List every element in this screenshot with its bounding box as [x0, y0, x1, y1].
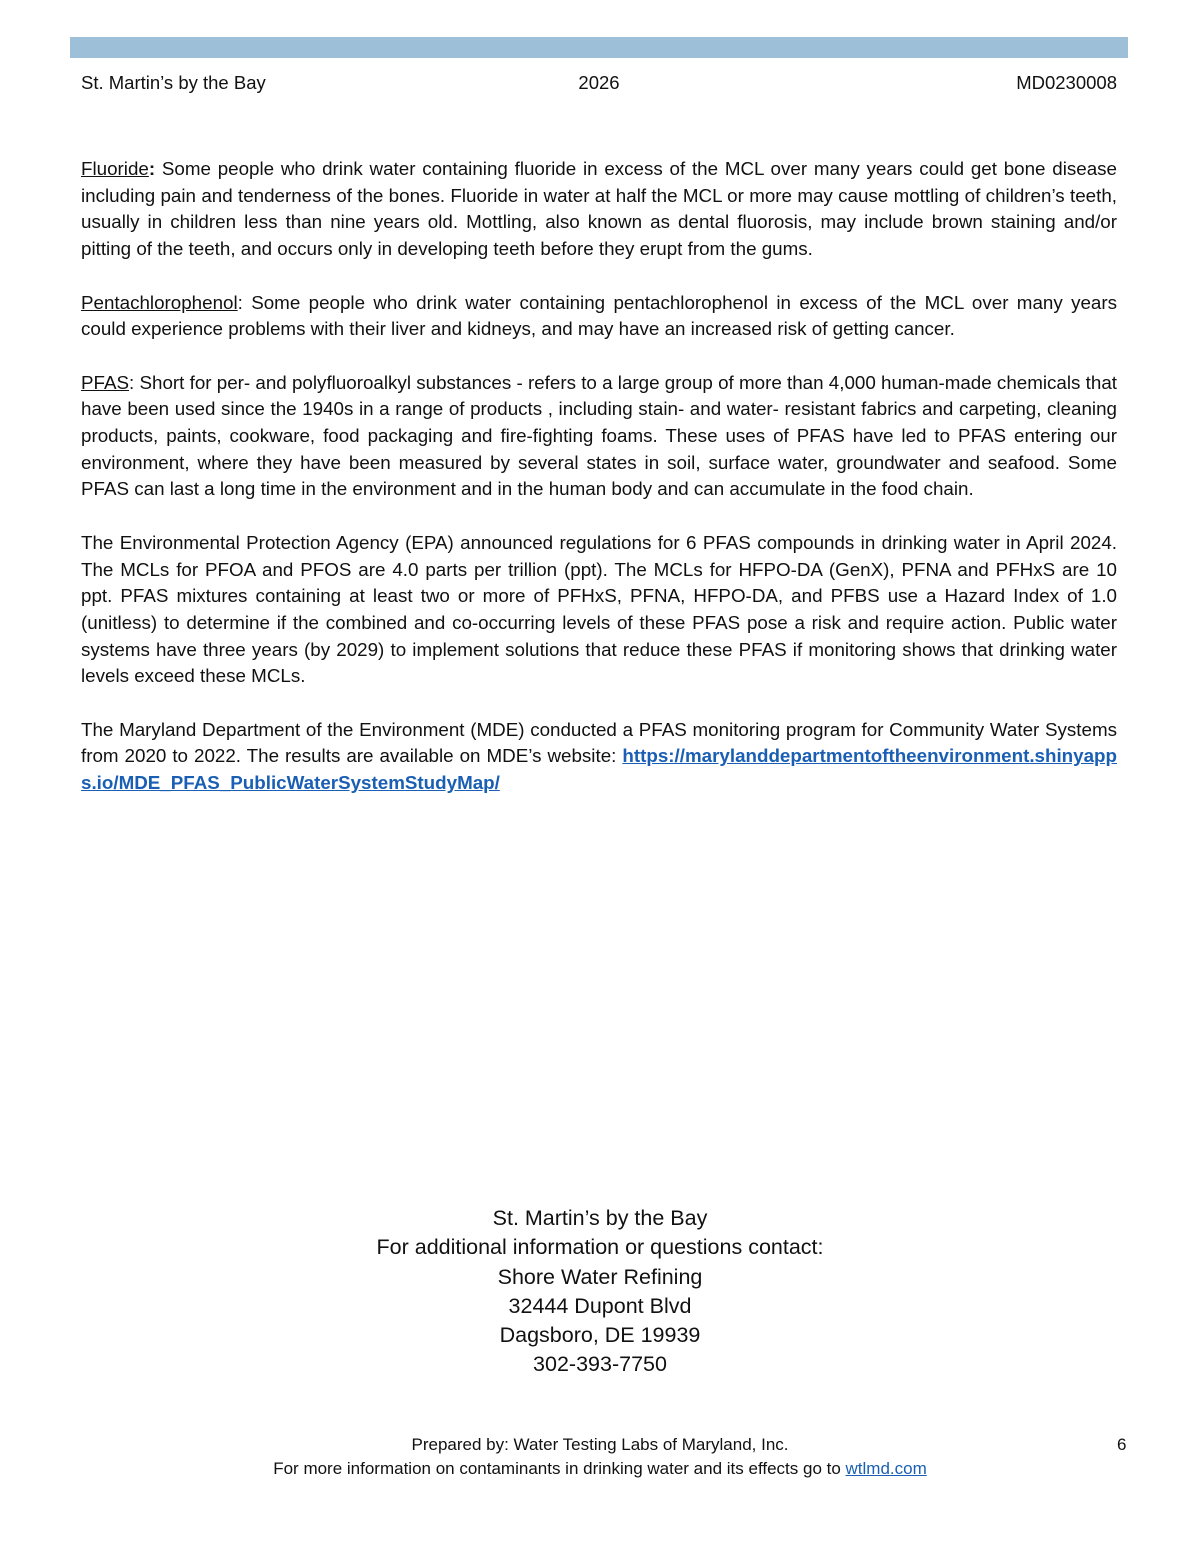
contact-system-name: St. Martin’s by the Bay — [492, 1206, 708, 1230]
pfas-term: PFAS — [81, 371, 130, 393]
mde-pfas-map-link[interactable]: https://marylanddepartmentoftheenvironment.shinyapps.io/MDE_PFAS_PublicWaterSystemStudyMap/ — [81, 745, 1117, 794]
pentachlorophenol-term: Pentachlorophenol — [81, 291, 238, 313]
footer-more-info — [0, 1457, 1200, 1481]
footer-more-info-text: For more information on contaminants in drinking water and its effects go to — [273, 1459, 846, 1478]
page-header — [81, 72, 1117, 96]
pfas-text: : Short for per- and polyfluoroalkyl substances - refers to a large group of more than 4,000 human-made chemicals that have been used since the 1940s in a range of products , including stain- and water- resistant fabrics and carpeting, cleaning products, paints, cookware, food packaging and fire-fighting foams. These uses of PFAS have led to PFAS entering our environment, where they have been measured by several states in soil, surface water, groundwater and seafood. Some PFAS can last a long time in the environment and in the human body and can accumulate in the food chain. — [81, 371, 1117, 500]
page-footer — [0, 1433, 1200, 1481]
header-year: 2026 — [578, 72, 620, 93]
contact-prompt: For additional information or questions contact: — [376, 1235, 824, 1260]
pentachlorophenol-text: : Some people who drink water containing pentachlorophenol in excess of the MCL over many years could experience problems with their liver and kidneys, and may have an increased risk of getting cancer. — [81, 291, 1117, 340]
contact-phone: 302-393-7750 — [533, 1352, 667, 1377]
epa-paragraph: The Environmental Protection Agency (EPA) announced regulations for 6 PFAS compounds in drinking water in April 2024. The MCLs for PFOA and PFOS are 4.0 parts per trillion (ppt). The MCLs for HFPO-DA (GenX), PFNA and PFHxS are 10 ppt. PFAS mixtures containing at least two or more of PFHxS, PFNA, HFPO-DA, and PFBS use a Hazard Index of 1.0 (unitless) to determine if the combined and co-occurring levels of these PFAS pose a risk and require action. Public water systems have three years (by 2029) to implement solutions that reduce these PFAS if monitoring shows that drinking water levels exceed these MCLs. — [81, 531, 1117, 687]
mde-text: The Maryland Department of the Environment (MDE) conducted a PFAS monitoring program for Community Water Systems from 2020 to 2022. The results are available on MDE’s website: — [81, 718, 1117, 767]
header-color-bar — [70, 37, 1128, 58]
pentachlorophenol-paragraph — [81, 290, 1117, 343]
contact-company: Shore Water Refining — [497, 1264, 703, 1289]
main-content — [81, 156, 1117, 824]
header-system-name: St. Martin’s by the Bay — [81, 72, 266, 93]
fluoride-colon: : — [148, 158, 156, 179]
fluoride-term: Fluoride — [81, 158, 149, 179]
mde-paragraph — [81, 717, 1117, 797]
pfas-paragraph — [81, 370, 1117, 504]
header-pwsid: MD0230008 — [1016, 72, 1117, 93]
footer-prepared-by: Prepared by: Water Testing Labs of Maryland, Inc. — [411, 1435, 789, 1454]
contact-block — [0, 1204, 1200, 1380]
page-number: 6 — [1117, 1435, 1127, 1454]
contact-city: Dagsboro, DE 19939 — [499, 1323, 701, 1348]
contact-street: 32444 Dupont Blvd — [508, 1293, 692, 1318]
fluoride-paragraph — [81, 156, 1117, 263]
fluoride-text: Some people who drink water containing fluoride in excess of the MCL over many years could get bone disease including pain and tenderness of the bones. Fluoride in water at half the MCL or more may cause mottling of children’s teeth, usually in children less than nine years old. Mottling, also known as dental fluorosis, may include brown staining and/or pitting of the teeth, and occurs only in developing teeth before they erupt from the gums. — [81, 158, 1117, 260]
footer-website-link[interactable]: wtlmd.com — [845, 1459, 927, 1478]
